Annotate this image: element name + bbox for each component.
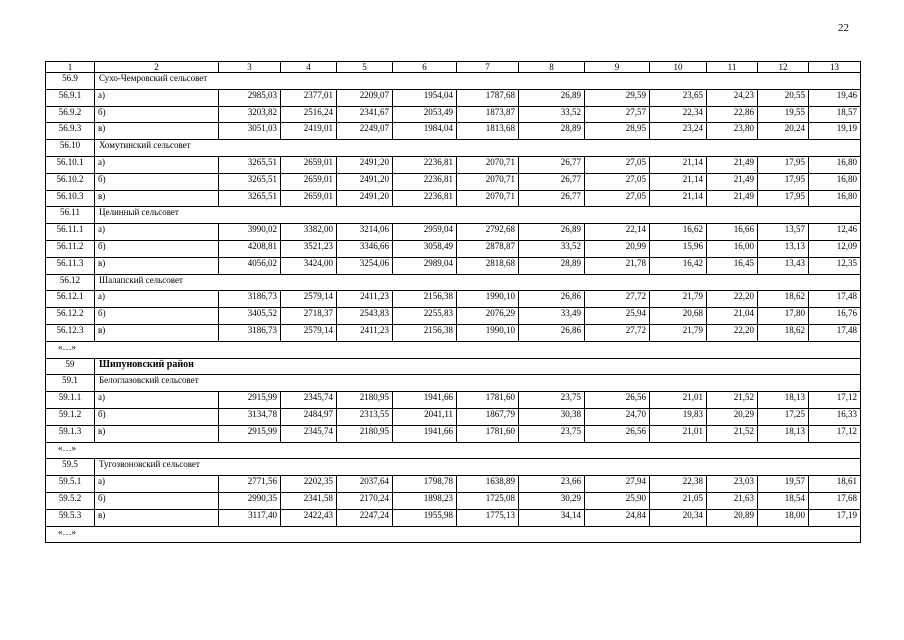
row-option: в): [95, 123, 219, 140]
value-cell: 13,57: [758, 224, 809, 241]
value-cell: 20,89: [707, 509, 758, 526]
value-cell: 16,80: [809, 156, 861, 173]
value-cell: 4208,81: [219, 240, 281, 257]
value-cell: 18,13: [758, 425, 809, 442]
value-cell: 2484,97: [281, 408, 337, 425]
table-row: [46, 257, 861, 274]
table-row: [46, 89, 861, 106]
value-cell: 21,14: [650, 156, 707, 173]
value-cell: 3117,40: [219, 509, 281, 526]
section-row: [46, 207, 861, 224]
value-cell: 21,49: [707, 156, 758, 173]
value-cell: 22,86: [707, 106, 758, 123]
value-cell: 26,77: [519, 173, 585, 190]
value-cell: 33,52: [519, 106, 585, 123]
value-cell: 2915,99: [219, 392, 281, 409]
section-code: 56.11: [46, 207, 95, 224]
table-row: [46, 190, 861, 207]
row-option: б): [95, 308, 219, 325]
section-code: 56.9: [46, 73, 95, 90]
row-option: б): [95, 408, 219, 425]
value-cell: 1941,66: [393, 425, 457, 442]
value-cell: 26,56: [585, 392, 650, 409]
row-code: 59.1.3: [46, 425, 95, 442]
table-row: [46, 291, 861, 308]
value-cell: 28,89: [519, 123, 585, 140]
value-cell: 2543,83: [337, 308, 393, 325]
header-cell: 5: [337, 62, 393, 73]
value-cell: 23,75: [519, 392, 585, 409]
value-cell: 1990,10: [457, 324, 519, 341]
table-row: [46, 173, 861, 190]
section-code: 59.5: [46, 459, 95, 476]
value-cell: 2345,74: [281, 392, 337, 409]
value-cell: 21,78: [585, 257, 650, 274]
row-option: а): [95, 476, 219, 493]
value-cell: 30,29: [519, 492, 585, 509]
row-option: а): [95, 156, 219, 173]
value-cell: 22,20: [707, 324, 758, 341]
table-row: [46, 476, 861, 493]
value-cell: 23,75: [519, 425, 585, 442]
ellipsis-mark: «…»: [46, 526, 861, 543]
value-cell: 2180,95: [337, 392, 393, 409]
value-cell: 3186,73: [219, 291, 281, 308]
header-cell: 4: [281, 62, 337, 73]
header-cell: 10: [650, 62, 707, 73]
value-cell: 2516,24: [281, 106, 337, 123]
value-cell: 2419,01: [281, 123, 337, 140]
value-cell: 22,38: [650, 476, 707, 493]
section-row: [46, 73, 861, 90]
value-cell: 15,96: [650, 240, 707, 257]
value-cell: 2345,74: [281, 425, 337, 442]
value-cell: 23,80: [707, 123, 758, 140]
row-code: 56.9.3: [46, 123, 95, 140]
value-cell: 21,05: [650, 492, 707, 509]
table-row: [46, 509, 861, 526]
table-row: [46, 123, 861, 140]
district-code: 59: [46, 358, 95, 375]
value-cell: 18,00: [758, 509, 809, 526]
value-cell: 20,99: [585, 240, 650, 257]
row-option: в): [95, 509, 219, 526]
section-label: Шалапский сельсовет: [95, 274, 861, 291]
value-cell: 23,24: [650, 123, 707, 140]
section-row: [46, 274, 861, 291]
value-cell: 16,42: [650, 257, 707, 274]
value-cell: 25,94: [585, 308, 650, 325]
value-cell: 27,72: [585, 324, 650, 341]
value-cell: 1781,60: [457, 392, 519, 409]
value-cell: 30,38: [519, 408, 585, 425]
value-cell: 13,13: [758, 240, 809, 257]
value-cell: 1984,04: [393, 123, 457, 140]
value-cell: 27,05: [585, 156, 650, 173]
header-cell: 6: [393, 62, 457, 73]
value-cell: 3521,23: [281, 240, 337, 257]
value-cell: 17,12: [809, 392, 861, 409]
value-cell: 2209,07: [337, 89, 393, 106]
value-cell: 2985,03: [219, 89, 281, 106]
value-cell: 19,83: [650, 408, 707, 425]
value-cell: 2170,24: [337, 492, 393, 509]
row-code: 56.10.1: [46, 156, 95, 173]
value-cell: 3265,51: [219, 190, 281, 207]
table-row: [46, 308, 861, 325]
value-cell: 3265,51: [219, 156, 281, 173]
table-row: [46, 224, 861, 241]
value-cell: 2180,95: [337, 425, 393, 442]
value-cell: 28,95: [585, 123, 650, 140]
value-cell: 2156,38: [393, 291, 457, 308]
value-cell: 17,19: [809, 509, 861, 526]
row-code: 56.12.1: [46, 291, 95, 308]
value-cell: 16,00: [707, 240, 758, 257]
header-cell: 12: [758, 62, 809, 73]
section-label: Целинный сельсовет: [95, 207, 861, 224]
row-code: 56.11.1: [46, 224, 95, 241]
value-cell: 16,80: [809, 190, 861, 207]
row-option: в): [95, 257, 219, 274]
value-cell: 16,33: [809, 408, 861, 425]
row-option: в): [95, 425, 219, 442]
value-cell: 21,14: [650, 173, 707, 190]
value-cell: 21,04: [707, 308, 758, 325]
page-number: 22: [838, 22, 849, 34]
value-cell: 17,68: [809, 492, 861, 509]
value-cell: 33,52: [519, 240, 585, 257]
row-option: б): [95, 492, 219, 509]
value-cell: 18,54: [758, 492, 809, 509]
value-cell: 20,24: [758, 123, 809, 140]
row-option: а): [95, 392, 219, 409]
row-code: 59.5.2: [46, 492, 95, 509]
value-cell: 21,01: [650, 392, 707, 409]
value-cell: 29,59: [585, 89, 650, 106]
table-row: [46, 408, 861, 425]
section-code: 56.12: [46, 274, 95, 291]
value-cell: 1787,68: [457, 89, 519, 106]
value-cell: 1867,79: [457, 408, 519, 425]
value-cell: 2579,14: [281, 324, 337, 341]
value-cell: 2422,43: [281, 509, 337, 526]
value-cell: 2878,87: [457, 240, 519, 257]
value-cell: 2990,35: [219, 492, 281, 509]
value-cell: 24,23: [707, 89, 758, 106]
district-label: Шипуновский район: [95, 358, 861, 375]
value-cell: 3254,06: [337, 257, 393, 274]
value-cell: 18,62: [758, 291, 809, 308]
header-cell: 3: [219, 62, 281, 73]
section-label: Хомутинский сельсовет: [95, 140, 861, 157]
value-cell: 2491,20: [337, 156, 393, 173]
value-cell: 19,46: [809, 89, 861, 106]
value-cell: 2491,20: [337, 190, 393, 207]
value-cell: 1798,78: [393, 476, 457, 493]
value-cell: 2156,38: [393, 324, 457, 341]
value-cell: 17,95: [758, 190, 809, 207]
value-cell: 3214,06: [337, 224, 393, 241]
value-cell: 3051,03: [219, 123, 281, 140]
value-cell: 2255,83: [393, 308, 457, 325]
value-cell: 27,72: [585, 291, 650, 308]
row-code: 56.10.2: [46, 173, 95, 190]
value-cell: 2659,01: [281, 173, 337, 190]
value-cell: 24,70: [585, 408, 650, 425]
row-code: 59.1.2: [46, 408, 95, 425]
section-label: Сухо-Чемровский сельсовет: [95, 73, 861, 90]
value-cell: 26,86: [519, 324, 585, 341]
row-option: б): [95, 240, 219, 257]
value-cell: 16,80: [809, 173, 861, 190]
value-cell: 2989,04: [393, 257, 457, 274]
section-row: [46, 140, 861, 157]
table-row: [46, 106, 861, 123]
value-cell: 12,09: [809, 240, 861, 257]
value-cell: 1954,04: [393, 89, 457, 106]
tariff-table: [45, 61, 861, 543]
value-cell: 1775,13: [457, 509, 519, 526]
value-cell: 28,89: [519, 257, 585, 274]
value-cell: 1941,66: [393, 392, 457, 409]
value-cell: 12,35: [809, 257, 861, 274]
value-cell: 4056,02: [219, 257, 281, 274]
table-body: [46, 73, 861, 543]
value-cell: 3346,66: [337, 240, 393, 257]
value-cell: 12,46: [809, 224, 861, 241]
value-cell: 22,14: [585, 224, 650, 241]
value-cell: 17,12: [809, 425, 861, 442]
value-cell: 2070,71: [457, 190, 519, 207]
value-cell: 1990,10: [457, 291, 519, 308]
value-cell: 1955,98: [393, 509, 457, 526]
value-cell: 23,66: [519, 476, 585, 493]
table-row: [46, 240, 861, 257]
value-cell: 1813,68: [457, 123, 519, 140]
header-cell: 7: [457, 62, 519, 73]
value-cell: 3058,49: [393, 240, 457, 257]
value-cell: 2411,23: [337, 324, 393, 341]
value-cell: 17,95: [758, 156, 809, 173]
value-cell: 1638,89: [457, 476, 519, 493]
value-cell: 21,14: [650, 190, 707, 207]
district-row: [46, 358, 861, 375]
value-cell: 20,68: [650, 308, 707, 325]
header-cell: 9: [585, 62, 650, 73]
value-cell: 2341,67: [337, 106, 393, 123]
row-code: 56.12.2: [46, 308, 95, 325]
row-option: а): [95, 291, 219, 308]
value-cell: 17,80: [758, 308, 809, 325]
value-cell: 2076,29: [457, 308, 519, 325]
value-cell: 3424,00: [281, 257, 337, 274]
value-cell: 2313,55: [337, 408, 393, 425]
ellipsis-mark: «…»: [46, 341, 861, 358]
value-cell: 21,79: [650, 324, 707, 341]
value-cell: 17,48: [809, 291, 861, 308]
row-code: 56.11.3: [46, 257, 95, 274]
value-cell: 21,49: [707, 173, 758, 190]
value-cell: 26,86: [519, 291, 585, 308]
value-cell: 21,63: [707, 492, 758, 509]
value-cell: 18,13: [758, 392, 809, 409]
value-cell: 2959,04: [393, 224, 457, 241]
value-cell: 21,79: [650, 291, 707, 308]
table-row: [46, 392, 861, 409]
value-cell: 27,05: [585, 173, 650, 190]
row-code: 56.9.1: [46, 89, 95, 106]
value-cell: 27,05: [585, 190, 650, 207]
value-cell: 17,48: [809, 324, 861, 341]
value-cell: 20,34: [650, 509, 707, 526]
value-cell: 24,84: [585, 509, 650, 526]
value-cell: 2236,81: [393, 156, 457, 173]
value-cell: 3265,51: [219, 173, 281, 190]
section-code: 59.1: [46, 375, 95, 392]
value-cell: 17,25: [758, 408, 809, 425]
header-cell: 2: [95, 62, 219, 73]
value-cell: 26,77: [519, 190, 585, 207]
value-cell: 18,62: [758, 324, 809, 341]
value-cell: 2249,07: [337, 123, 393, 140]
row-option: б): [95, 173, 219, 190]
row-code: 56.12.3: [46, 324, 95, 341]
value-cell: 2915,99: [219, 425, 281, 442]
value-cell: 16,66: [707, 224, 758, 241]
value-cell: 2771,56: [219, 476, 281, 493]
section-code: 56.10: [46, 140, 95, 157]
value-cell: 3134,78: [219, 408, 281, 425]
value-cell: 2792,68: [457, 224, 519, 241]
value-cell: 1725,08: [457, 492, 519, 509]
value-cell: 26,56: [585, 425, 650, 442]
value-cell: 2053,49: [393, 106, 457, 123]
value-cell: 1873,87: [457, 106, 519, 123]
section-label: Белоглазовский сельсовет: [95, 375, 861, 392]
value-cell: 2037,64: [337, 476, 393, 493]
row-option: а): [95, 89, 219, 106]
section-row: [46, 459, 861, 476]
value-cell: 19,55: [758, 106, 809, 123]
value-cell: 23,65: [650, 89, 707, 106]
value-cell: 19,57: [758, 476, 809, 493]
value-cell: 21,52: [707, 425, 758, 442]
value-cell: 25,90: [585, 492, 650, 509]
value-cell: 2341,58: [281, 492, 337, 509]
value-cell: 34,14: [519, 509, 585, 526]
ellipsis-row: [46, 526, 861, 543]
table-row: [46, 324, 861, 341]
value-cell: 13,43: [758, 257, 809, 274]
row-code: 56.11.2: [46, 240, 95, 257]
ellipsis-row: [46, 341, 861, 358]
value-cell: 2202,35: [281, 476, 337, 493]
row-option: в): [95, 190, 219, 207]
value-cell: 3186,73: [219, 324, 281, 341]
row-code: 56.9.2: [46, 106, 95, 123]
ellipsis-row: [46, 442, 861, 459]
value-cell: 22,34: [650, 106, 707, 123]
value-cell: 21,52: [707, 392, 758, 409]
value-cell: 2718,37: [281, 308, 337, 325]
header-cell: 11: [707, 62, 758, 73]
value-cell: 27,57: [585, 106, 650, 123]
value-cell: 20,55: [758, 89, 809, 106]
value-cell: 26,89: [519, 89, 585, 106]
value-cell: 1898,23: [393, 492, 457, 509]
value-cell: 2818,68: [457, 257, 519, 274]
section-row: [46, 375, 861, 392]
value-cell: 20,29: [707, 408, 758, 425]
value-cell: 2070,71: [457, 173, 519, 190]
header-cell: 1: [46, 62, 95, 73]
table-row: [46, 425, 861, 442]
header-row: [46, 62, 861, 73]
value-cell: 2377,01: [281, 89, 337, 106]
value-cell: 2236,81: [393, 173, 457, 190]
value-cell: 22,20: [707, 291, 758, 308]
header-cell: 8: [519, 62, 585, 73]
value-cell: 21,01: [650, 425, 707, 442]
value-cell: 1781,60: [457, 425, 519, 442]
value-cell: 2659,01: [281, 190, 337, 207]
value-cell: 3203,82: [219, 106, 281, 123]
value-cell: 18,57: [809, 106, 861, 123]
table-row: [46, 156, 861, 173]
value-cell: 33,49: [519, 308, 585, 325]
value-cell: 2070,71: [457, 156, 519, 173]
table-row: [46, 492, 861, 509]
value-cell: 2236,81: [393, 190, 457, 207]
section-label: Тугозвоновский сельсовет: [95, 459, 861, 476]
row-code: 59.5.1: [46, 476, 95, 493]
value-cell: 19,19: [809, 123, 861, 140]
value-cell: 2041,11: [393, 408, 457, 425]
row-code: 59.1.1: [46, 392, 95, 409]
value-cell: 21,49: [707, 190, 758, 207]
value-cell: 18,61: [809, 476, 861, 493]
value-cell: 26,89: [519, 224, 585, 241]
value-cell: 2247,24: [337, 509, 393, 526]
value-cell: 16,45: [707, 257, 758, 274]
row-option: в): [95, 324, 219, 341]
value-cell: 2411,23: [337, 291, 393, 308]
value-cell: 27,94: [585, 476, 650, 493]
row-option: б): [95, 106, 219, 123]
row-option: а): [95, 224, 219, 241]
value-cell: 16,76: [809, 308, 861, 325]
value-cell: 23,03: [707, 476, 758, 493]
value-cell: 2579,14: [281, 291, 337, 308]
row-code: 56.10.3: [46, 190, 95, 207]
value-cell: 2491,20: [337, 173, 393, 190]
value-cell: 26,77: [519, 156, 585, 173]
value-cell: 16,62: [650, 224, 707, 241]
value-cell: 17,95: [758, 173, 809, 190]
value-cell: 3382,00: [281, 224, 337, 241]
ellipsis-mark: «…»: [46, 442, 861, 459]
value-cell: 2659,01: [281, 156, 337, 173]
value-cell: 3405,52: [219, 308, 281, 325]
value-cell: 3990,02: [219, 224, 281, 241]
row-code: 59.5.3: [46, 509, 95, 526]
header-cell: 13: [809, 62, 861, 73]
